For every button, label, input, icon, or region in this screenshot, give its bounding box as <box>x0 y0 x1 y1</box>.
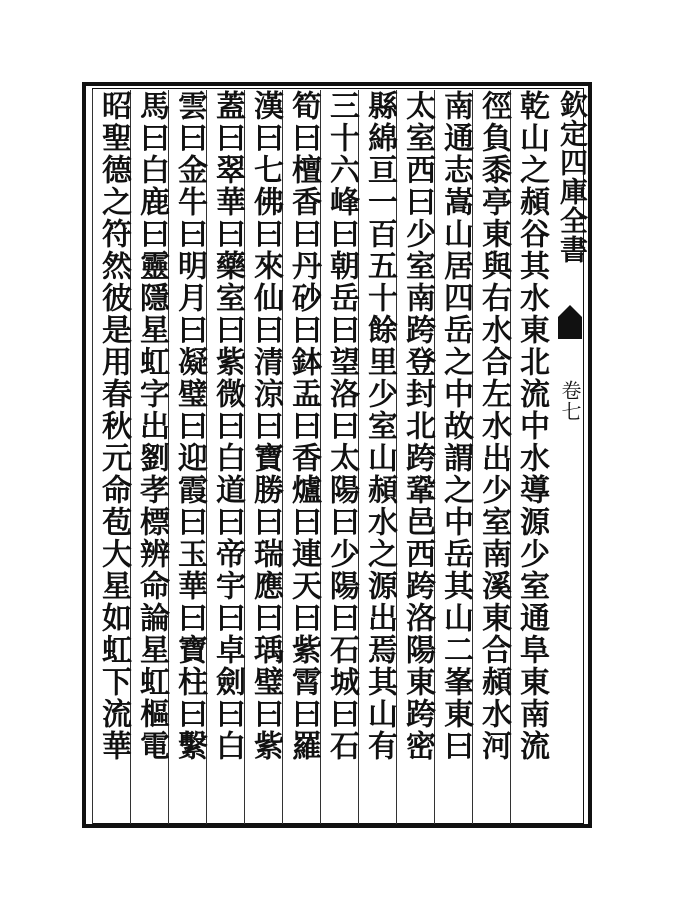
text-column-10: 雲曰金牛曰明月曰凝璧曰迎霞曰玉華曰寶柱曰繫 <box>172 90 207 762</box>
column-rule <box>92 90 93 824</box>
text-column-1: 乾山之頳谷其水東北流中水導源少室通阜東南流 <box>514 90 549 762</box>
chapter-label: 卷七 <box>558 380 582 422</box>
text-column-4: 太室西曰少室南跨登封北跨鞏邑西跨洛陽東跨密 <box>400 90 435 762</box>
text-column-3: 南通志嵩山居四岳之中故謂之中岳其山二峯東曰 <box>438 90 473 762</box>
text-column-11: 馬曰白鹿曰靈隱星虹字出劉孝標辨命論星虹樞電 <box>134 90 169 762</box>
book-title: 欽定四庫全書 <box>556 90 589 264</box>
text-column-8: 漢曰七佛曰來仙曰清涼曰寶勝曰瑞應曰瑀璧曰紫 <box>248 90 283 762</box>
fishtail-mark-icon <box>558 305 582 339</box>
text-column-6: 三十六峰曰朝岳曰望洛曰太陽曰少陽曰石城曰石 <box>324 90 359 762</box>
header-column <box>550 84 589 824</box>
text-column-2: 徑負黍亭東與右水合左水出少室南溪東合頳水河 <box>476 90 511 762</box>
text-column-7: 筍曰檀香曰丹砂曰鉢盂曰香爐曰連天曰紫霄曰羅 <box>286 90 321 762</box>
text-column-5: 縣綿亘一百五十餘里少室山頳水之源出焉其山有 <box>362 90 397 762</box>
text-column-9: 蓋曰翠華曰藥室曰紫微曰白道曰帝宇曰卓劍曰白 <box>210 90 245 762</box>
text-column-12: 昭聖德之符然彼是用春秋元命苞大星如虹下流華 <box>96 90 131 762</box>
